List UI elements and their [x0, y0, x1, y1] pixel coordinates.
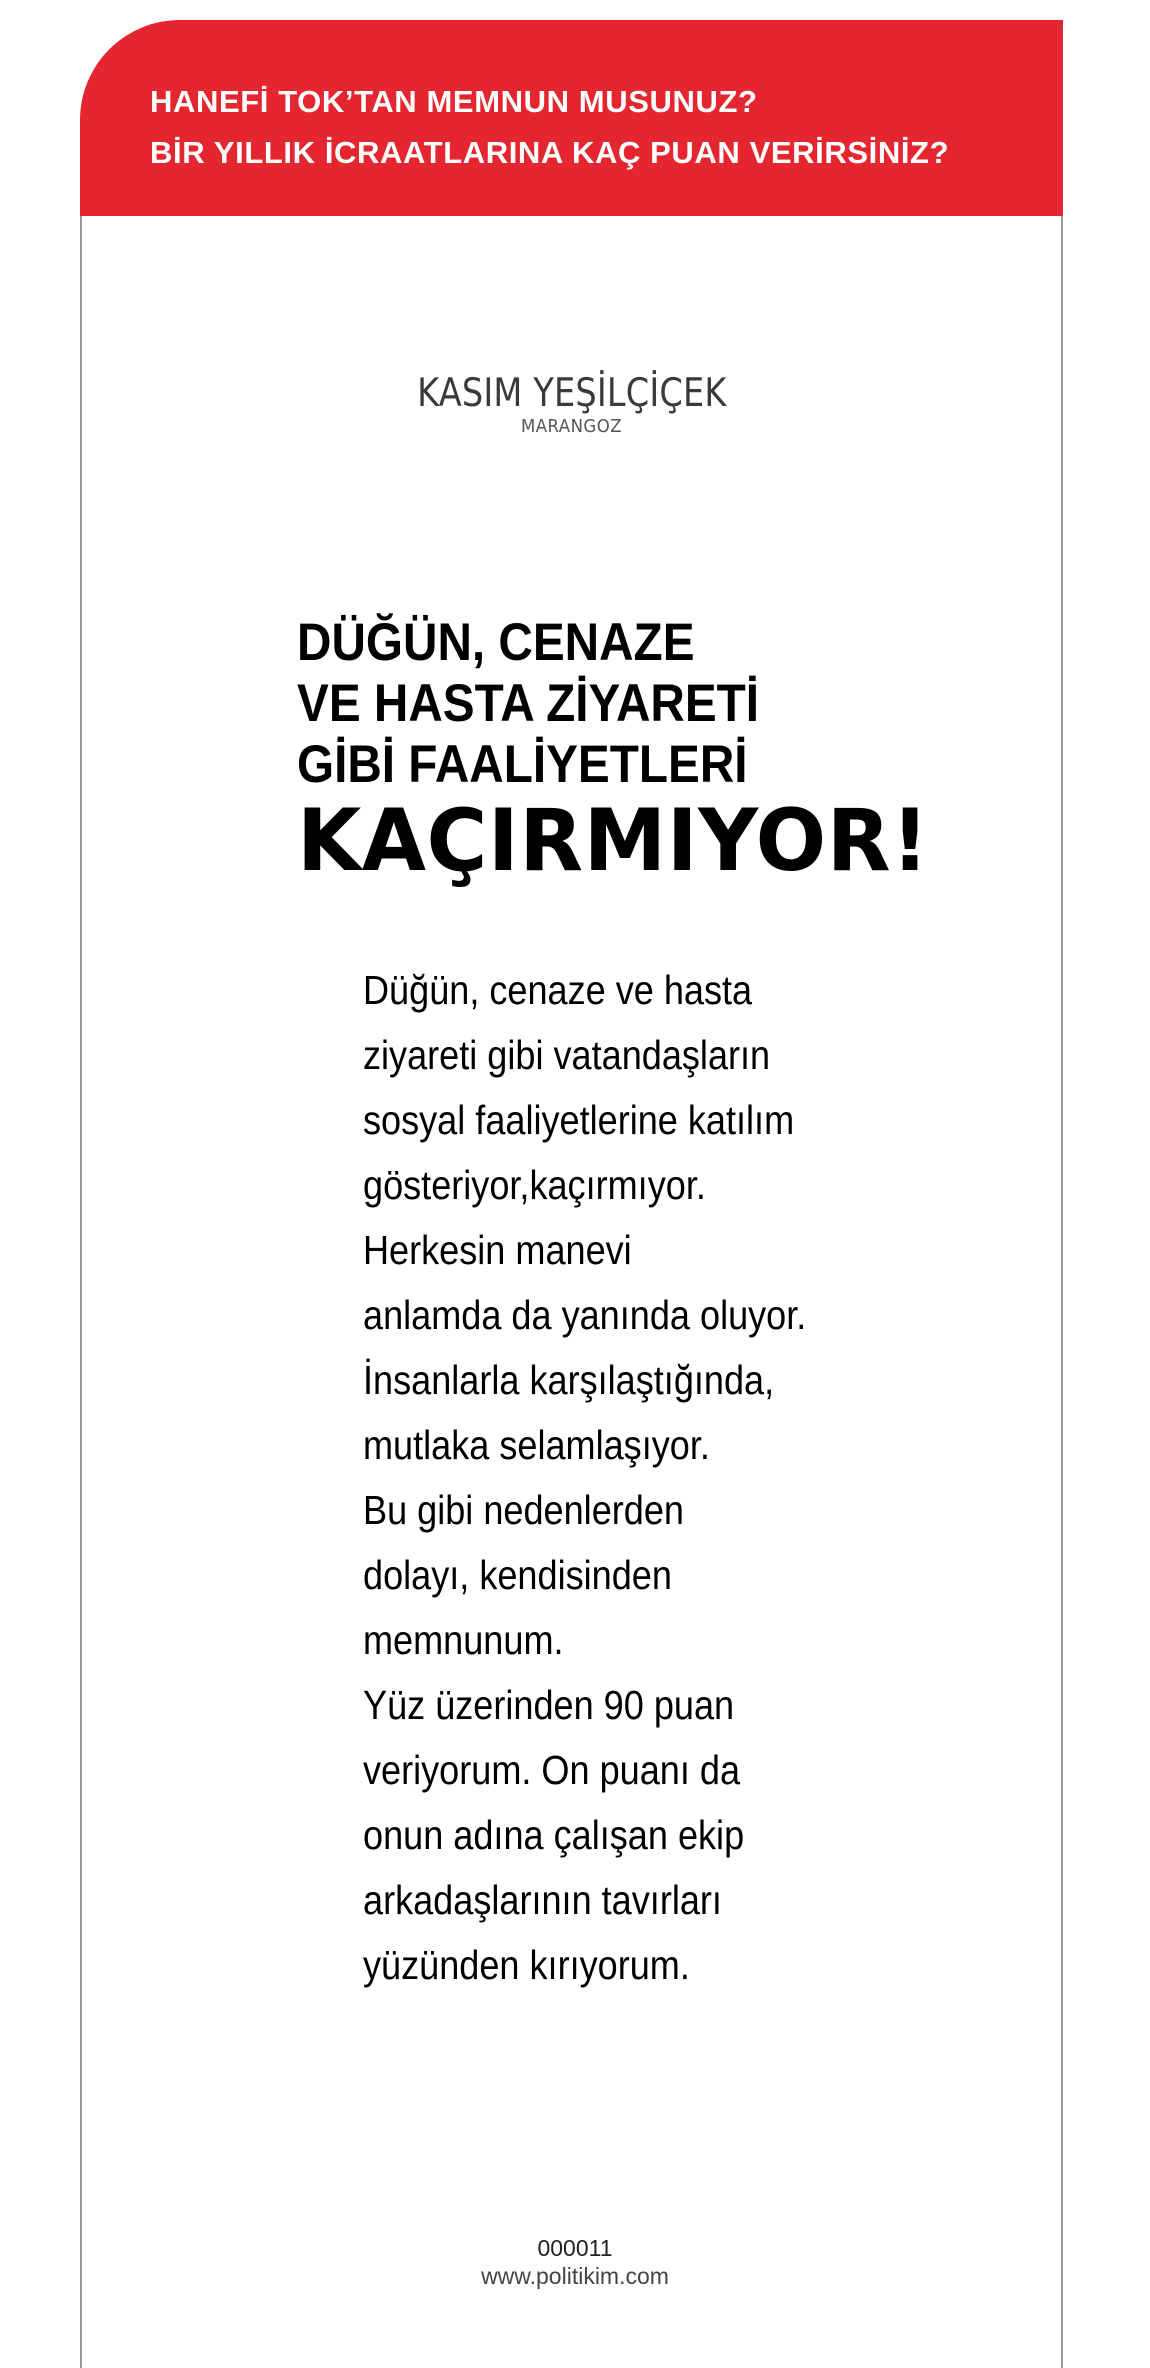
respondent-name: KASIM YEŞİLÇİÇEK [416, 371, 727, 416]
quote-line: Düğün, cenaze ve hasta [363, 967, 753, 1013]
respondent-occupation: MARANGOZ [520, 416, 623, 437]
quote-line: onun adına çalışan ekip [363, 1812, 745, 1858]
page-footer [0, 2234, 1150, 2290]
quote-line: arkadaşlarının tavırları [363, 1877, 722, 1923]
card-right-border [1061, 200, 1063, 2368]
quote-line: Yüz üzerinden 90 puan [363, 1682, 735, 1728]
quote-line: dolayı, kendisinden [363, 1552, 672, 1598]
quote-line: ziyareti gibi vatandaşların [363, 1032, 771, 1078]
quote-line: Bu gibi nedenlerden [363, 1487, 684, 1533]
quote-line: anlamda da yanında oluyor. [363, 1292, 807, 1338]
quote-line: İnsanlarla karşılaştığında, [363, 1357, 775, 1403]
card-left-border [80, 200, 82, 2368]
quote-line: yüzünden kırıyorum. [363, 1942, 690, 1988]
headline-line: DÜĞÜN, CENAZE [297, 613, 695, 672]
quote-line: memnunum. [363, 1617, 564, 1663]
headline [297, 612, 1057, 893]
banner-question-line-2: BİR YILLIK İCRAATLARINA KAÇ PUAN VERİRSİNİZ? [150, 135, 950, 170]
quote-line: mutlaka selamlaşıyor. [363, 1422, 710, 1468]
quote-line: veriyorum. On puanı da [363, 1747, 741, 1793]
website-link[interactable]: www.politikim.com [481, 2263, 669, 2289]
banner-question-line-1: HANEFİ TOK’TAN MEMNUN MUSUNUZ? [150, 84, 758, 119]
headline-line: GİBİ FAALİYETLERİ [297, 735, 748, 794]
quote-body [363, 958, 1003, 1998]
quote-line: sosyal faaliyetlerine katılım [363, 1097, 795, 1143]
headline-emphasis: KAÇIRMIYOR! [297, 791, 930, 891]
quote-line: gösteriyor,kaçırmıyor. [363, 1162, 706, 1208]
respondent-info [0, 370, 1143, 437]
headline-line: VE HASTA ZİYARETİ [297, 674, 760, 733]
page-code: 000011 [537, 2235, 613, 2261]
quote-line: Herkesin manevi [363, 1227, 632, 1273]
question-banner [80, 20, 1063, 216]
